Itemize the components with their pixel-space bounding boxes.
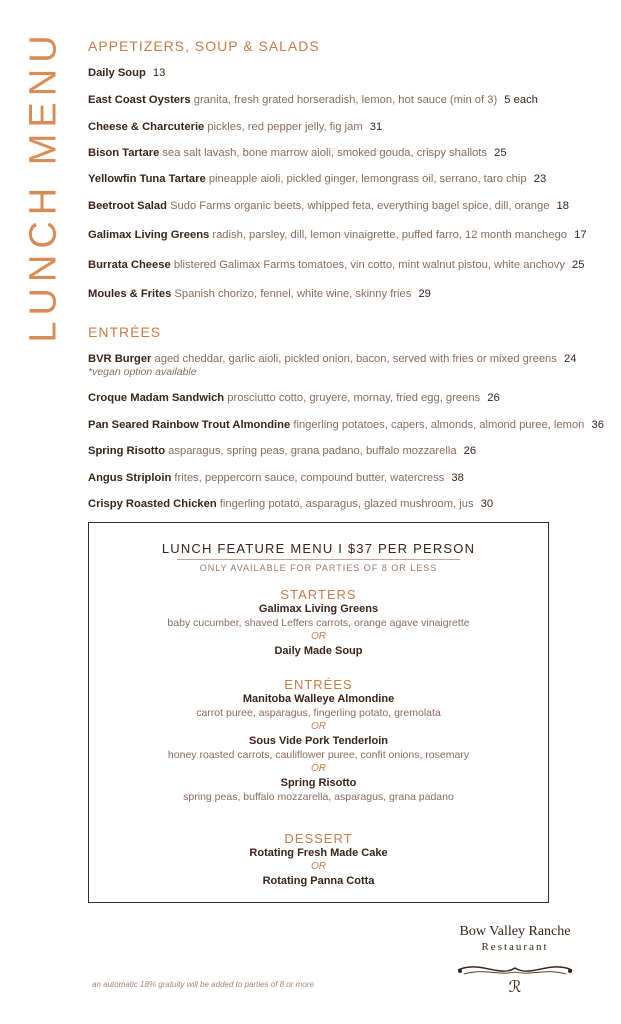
menu-item <box>88 66 611 80</box>
item-price: 25 <box>494 147 507 159</box>
item-description: Sudo Farms organic beets, whipped feta, everything bagel spice, dill, orange <box>170 200 550 212</box>
page-title-vertical <box>18 29 70 343</box>
item-price: 24 <box>563 353 577 365</box>
feature-title: LUNCH FEATURE MENU I $37 PER PERSON <box>161 541 476 556</box>
feature-dish: Sous Vide Pork Tenderloin <box>249 735 388 747</box>
item-name: BVR Burger <box>88 353 152 365</box>
item-description: frites, peppercorn sauce, compound butter, watercress <box>174 472 445 484</box>
item-description: fingerling potato, asparagus, glazed mushroom, jus <box>219 498 474 510</box>
feature-dish-description: carrot puree, asparagus, fingerling potato, gremolata <box>196 707 441 719</box>
menu-item <box>88 93 611 107</box>
item-name: Galimax Living Greens <box>88 229 210 241</box>
or-divider: OR <box>311 763 326 774</box>
menu-item <box>88 352 611 378</box>
feature-dish: Rotating Fresh Made Cake <box>249 847 388 859</box>
item-price: 5 each <box>504 94 538 106</box>
item-description: asparagus, spring peas, grana padano, buffalo mozzarella <box>168 445 457 457</box>
item-name: East Coast Oysters <box>88 94 191 106</box>
lunch-feature-box <box>88 522 549 903</box>
feature-entrees <box>89 677 548 804</box>
item-note: *vegan option available <box>88 366 197 378</box>
or-divider: OR <box>311 861 326 872</box>
menu-item <box>88 497 611 511</box>
entrees-heading: ENTRÉES <box>88 324 162 340</box>
item-description: pineapple aioli, pickled ginger, lemongrass oil, serrano, taro chip <box>208 173 527 185</box>
item-price: 38 <box>451 472 464 484</box>
item-description: fingerling potatoes, capers, almonds, almond puree, lemon <box>293 419 585 431</box>
item-description: radish, parsley, dill, lemon vinaigrette, puffed farro, 12 month manchego <box>212 229 568 241</box>
or-divider: OR <box>311 631 326 642</box>
menu-item <box>88 418 611 432</box>
item-description: blistered Galimax Farms tomatoes, vin cotto, mint walnut pistou, white anchovy <box>173 259 565 271</box>
item-price: 17 <box>574 229 587 241</box>
or-divider: OR <box>311 721 326 732</box>
item-price: 29 <box>418 288 431 300</box>
item-description: aged cheddar, garlic aioli, pickled onion, bacon, served with fries or mixed greens <box>154 353 557 365</box>
item-description: prosciutto cotto, gruyere, mornay, fried egg, greens <box>227 392 481 404</box>
entrees-heading: ENTRÉES <box>284 677 353 692</box>
logo-name: Bow Valley Ranche <box>459 924 571 939</box>
starters-heading: STARTERS <box>280 587 357 602</box>
feature-divider <box>177 559 460 560</box>
menu-item <box>88 444 611 458</box>
item-name: Daily Soup <box>88 67 146 79</box>
menu-item <box>88 258 611 272</box>
feature-subtitle: ONLY AVAILABLE FOR PARTIES OF 8 OR LESS <box>199 563 438 573</box>
item-price: 26 <box>463 445 477 457</box>
item-name: Cheese & Charcuterie <box>88 121 205 133</box>
logo-subname: Restaurant <box>481 941 549 953</box>
menu-item <box>88 146 611 160</box>
feature-dish-description: spring peas, buffalo mozzarella, asparagus, grana padano <box>183 791 454 803</box>
menu-item <box>88 120 611 134</box>
item-price: 31 <box>369 121 383 133</box>
item-price: 26 <box>487 392 500 404</box>
item-name: Beetroot Salad <box>88 200 167 212</box>
feature-dish: Galimax Living Greens <box>258 603 379 615</box>
item-price: 36 <box>591 419 604 431</box>
item-description: granita, fresh grated horseradish, lemon, hot sauce (min of 3) <box>193 94 498 106</box>
feature-dish: Manitoba Walleye Almondine <box>242 693 395 705</box>
item-description: sea salt lavash, bone marrow aioli, smoked gouda, crispy shallots <box>162 147 488 159</box>
item-description: pickles, red pepper jelly, fig jam <box>207 121 363 133</box>
item-price: 13 <box>152 67 166 79</box>
item-name: Pan Seared Rainbow Trout Almondine <box>88 419 291 431</box>
menu-item <box>88 471 611 485</box>
svg-text:ℛ: ℛ <box>508 979 522 996</box>
item-name: Angus Striploin <box>88 472 172 484</box>
item-name: Crispy Roasted Chicken <box>88 498 217 510</box>
item-name: Burrata Cheese <box>88 259 171 271</box>
item-price: 25 <box>572 259 585 271</box>
menu-item <box>88 228 611 242</box>
menu-item <box>88 287 611 301</box>
item-price: 30 <box>480 498 494 510</box>
dessert-heading: DESSERT <box>284 831 353 846</box>
appetizers-heading: APPETIZERS, SOUP & SALADS <box>88 38 320 54</box>
item-name: Moules & Frites <box>88 288 172 300</box>
feature-dish-description: honey roasted carrots, cauliflower puree, confit onions, rosemary <box>167 749 470 761</box>
feature-dessert <box>89 831 548 888</box>
item-price: 23 <box>533 173 547 185</box>
item-price: 18 <box>556 200 569 212</box>
item-name: Bison Tartare <box>88 147 160 159</box>
page-title: LUNCH MENU <box>22 29 65 343</box>
item-name: Spring Risotto <box>88 445 166 457</box>
menu-item <box>88 391 611 405</box>
item-description: Spanish chorizo, fennel, white wine, skinny fries <box>174 288 412 300</box>
feature-dish: Rotating Panna Cotta <box>262 875 375 887</box>
feature-dish: Spring Risotto <box>280 777 357 789</box>
menu-item <box>88 199 611 213</box>
feature-dish: Daily Made Soup <box>274 645 363 657</box>
item-name: Yellowfin Tuna Tartare <box>88 173 206 185</box>
item-name: Croque Madam Sandwich <box>88 392 225 404</box>
gratuity-footnote: an automatic 18% gratuity will be added to parties of 8 or more <box>92 980 314 989</box>
feature-dish-description: baby cucumber, shaved Leffers carrots, orange agave vinaigrette <box>167 617 470 629</box>
restaurant-logo <box>440 924 590 1000</box>
logo-flourish-icon <box>450 956 580 996</box>
menu-item <box>88 172 611 186</box>
feature-starters <box>89 587 548 658</box>
